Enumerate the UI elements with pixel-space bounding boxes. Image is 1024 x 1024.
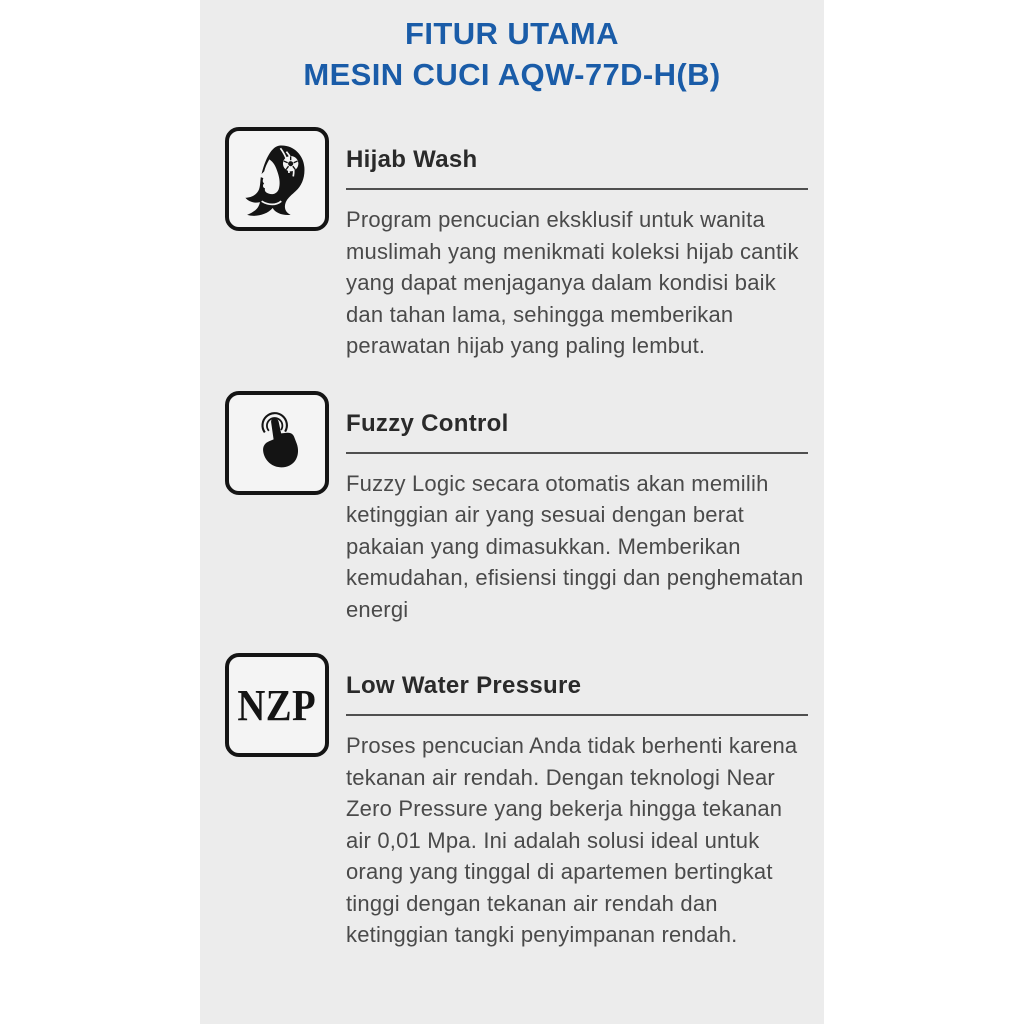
feature-text-block xyxy=(346,391,808,626)
hijab-woman-icon xyxy=(236,138,318,220)
feature-description: Program pencucian eksklusif untuk wanita muslimah yang menikmati koleksi hijab cantik yang dapat menjaganya dalam kondisi baik dan tahan lama, sehingga memberikan perawatan hijab yang paling lembut. xyxy=(346,207,799,358)
feature-text-block xyxy=(346,127,808,362)
divider-line xyxy=(346,452,808,454)
nzp-text-icon: NZP xyxy=(237,680,317,730)
touch-gesture-icon xyxy=(238,404,316,482)
feature-text-block xyxy=(346,653,808,951)
feature-row-low-water-pressure xyxy=(225,653,824,951)
feature-icon-tile xyxy=(225,391,329,495)
feature-row-fuzzy-control xyxy=(225,391,824,626)
feature-icon-tile xyxy=(225,127,329,231)
feature-icon-tile xyxy=(225,653,329,757)
divider-line xyxy=(346,714,808,716)
feature-title: Hijab Wash xyxy=(346,146,478,173)
page-title xyxy=(200,13,824,95)
feature-description: Fuzzy Logic secara otomatis akan memilih ketinggian air yang sesuai dengan berat pakaian yang dimasukkan. Memberikan kemudahan, efisiensi tinggi dan penghematan energi xyxy=(346,470,804,622)
page-title-line-1: FITUR UTAMA xyxy=(405,16,619,51)
feature-panel xyxy=(200,0,824,1024)
feature-title: Low Water Pressure xyxy=(346,672,582,699)
feature-title: Fuzzy Control xyxy=(346,409,509,437)
feature-row-hijab-wash xyxy=(225,127,824,362)
page-title-line-2: MESIN CUCI AQW-77D-H(B) xyxy=(303,57,721,92)
feature-description: Proses pencucian Anda tidak berhenti karena tekanan air rendah. Dengan teknologi Near Zero Pressure yang bekerja hingga tekanan air 0,01 Mpa. Ini adalah solusi ideal untuk orang yang tinggal di apartemen bertingkat tinggi dengan tekanan air rendah dan ketinggian tangki penyimpanan rendah. xyxy=(346,733,798,947)
divider-line xyxy=(346,188,808,190)
